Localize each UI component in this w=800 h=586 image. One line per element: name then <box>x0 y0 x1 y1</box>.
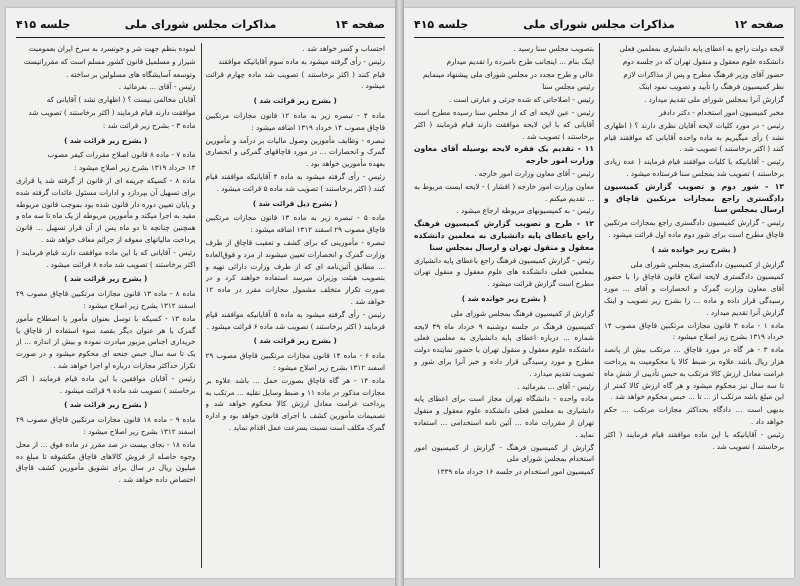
paragraph: حضور آقای وزیر فرهنگ مطرح و پس از مذاکرات لازم <box>623 69 784 79</box>
paragraph: ( بشرح زیر خوانده شد ) <box>461 293 547 303</box>
paragraph: ( بشرح زیر قرائت شد ) <box>253 336 337 346</box>
right-page-right-column <box>414 43 594 568</box>
left-page-number: صفحه ۱۴ <box>334 18 385 31</box>
right-page-number: صفحه ۱۲ <box>733 18 784 31</box>
header-rule <box>414 37 784 38</box>
paragraph: گزارش از کمیسیون دادگستری بمجلس شورای ملی <box>630 259 784 269</box>
paragraph: کمیسیون امور استخدام در جلسه ۱۶ خرداد ماه ۱۳۳۹ <box>436 467 594 477</box>
paragraph: ماده ۱ - ماده ۳ قانون مجازات مرتکبین قاچاق مصوب ۱۴ خرداد ۱۳۱۹ بشرح زیر اصلاح میشود : <box>604 320 784 342</box>
paragraph: معاون وزارت امور خارجه ( افشار ) - لایحه ایست مربوط به ... تقدیم میکنم . <box>414 181 594 203</box>
left-page-header <box>16 18 385 34</box>
paragraph: ماده ۹ - ماده ۱۸ قانون مجازات مرتکبین قاچاق مصوب ۲۹ اسفند ۱۳۱۲ بشرح زیر اصلاح میشود : <box>16 415 196 436</box>
paragraph: رئیس - آقای ... بفرمائید . <box>118 82 196 92</box>
paragraph: رئیس - آقایانیکه با کلیات موافقند قیام فرمایند ( عده زیادی برخاستند ) تصویب شد بمجلس سنا فرستاده میشود . <box>604 157 784 178</box>
paragraph: ماده ۱۴ - هر گاه قاچاق بصورت حمل ... باشد علاوه بر مجازات مذکور در ماده ۱۱ و ضبط وسایل نقلیه ... مرتکب به پرداخت غرامت معادل ارزش کالا محکوم خواهد شد و تصمیمات مأمورین کشف با اجرای قانون خواهد بود و اداره گمرک مکلف است نسبت بسرعت عمل اقدام نماید . <box>205 375 385 432</box>
paragraph: رئیس - رأی گرفته میشود به ماده ۵ آقایانیکه موافقند قیام فرمایند ( اکثر برخاستند ) تصویب شد ماده ۶ قرائت میشود . <box>205 309 385 331</box>
paragraph: موافقت دارند قیام فرمایند ( اکثر برخاستند ) تصویب شد <box>28 107 196 117</box>
paragraph: رئیس - رأی گرفته میشود به ماده ۴ آقایانیکه موافقند قیام کنند ( اکثر برخاستند ) تصویب شد ماده ۵ قرائت میشود . <box>205 171 385 193</box>
paragraph: ( بشرح زیر قرائت شد ) <box>64 274 148 284</box>
paragraph: ماده واحده - دانشگاه تهران مجاز است برای اعطای پایه دانشیاری به معلمین فعلی دانشکده علوم معقول و منقول تهران از مقررات ماده ... آئین نامه استخدامی ... استفاده نماید . <box>414 394 594 439</box>
right-page-title: مذاکرات مجلس شورای ملی <box>523 18 675 31</box>
paragraph: ( بشرح ذیل قرائت شد ) <box>252 198 338 208</box>
paragraph: نظر کمیسیون فرهنگ را تأیید و تصویب نمود اینک <box>639 82 784 92</box>
right-page-header <box>414 18 784 34</box>
paragraph: تبصره - مأمورینی که برای کشف و تعقیب قاچاق از طرف وزارت گمرک و انحصارات تعیین میشوند از مزد و فوق‌العاده ... مطابق آئین‌نامه ای که از طرف وزارت دارائی تهیه و بتصویب هیئت وزیران میرسد استفاده خواهند کرد و در صورت تکرار متخلف مشمول مجازات مقرر در ماده ۱۲ خواهد شد . <box>205 237 385 306</box>
paragraph: ماده ۳ - هر گاه در مورد قاچاق ... مرتکب بیش از پانصد هزار ریال باشد علاوه بر ضبط کالا یا محکومیت به پرداخت غرامت معادل ارزش کالا مرتکب به حبس تأدیبی از شش ماه تا سه سال نیز محکوم میشود و هر گاه ارزش کالا کمتر از این مبلغ باشد مرتکب از ... تا ... حبس محکوم خواهد شد . <box>604 345 784 402</box>
left-page-title: مذاکرات مجلس شورای ملی <box>124 18 277 31</box>
paragraph: بتصویب مجلس سنا رسید . <box>513 44 594 53</box>
paragraph: رئیس - آقایانی که با این ماده موافقت دارند قیام فرمایند ( اکثر برخاستند ) تصویب شد ماده ۸ قرائت میشود . <box>16 247 196 269</box>
paragraph: احتساب و کسر خواهد شد . <box>302 44 385 53</box>
paragraph: ۱۳ - شور دوم و تصویب گزارش کمیسیون دادگستری راجع بمجازات مرتکبین قاچاق و ارسال بمجلس سنا <box>604 181 784 215</box>
left-page-session: جلسه ۴۱۵ <box>16 18 71 31</box>
paragraph: ( بشرح زیر قرائت شد ) <box>64 135 148 145</box>
paragraph: رئیس مجلس سنا <box>542 82 594 92</box>
right-page-columns <box>414 43 784 568</box>
paragraph: رئیس - در مورد کلیات لایحه آقایان نظری دارند ؟ ( اظهاری نشد ) رأی میگیریم به ماده واحده آقایانی که موافقند قیام کنند ( اکثر برخاستند ) تصویب شد . <box>604 120 784 154</box>
book-gutter <box>395 0 404 586</box>
paragraph: گزارش از کمیسیون فرهنگ بمجلس شورای ملی <box>450 308 594 318</box>
paragraph: رئیس - گزارش کمیسیون دادگستری راجع بمجازات مرتکبین قاچاق مطرح است برای شور دوم ماده اول قرائت میشود . <box>604 218 784 239</box>
paragraph: ماده ۱۳ - کسیکه با توسل بعنوان مأمور یا اصطلاح مأمور گمرک یا هر عنوان دیگر بقصد سوء استفاده از قاچاق یا خریداری اجناس مزبور مبادرت نموده و بیش از اندازه ... از یک تا سه سال حبس جنحه ای محکوم میشود و در صورت تکرار حداکثر مجازات درباره او اجرا خواهد شد . <box>16 313 196 370</box>
paragraph: لموده بنظم جهت شر و خونسرد به سرخ ایران بعمومیت <box>28 44 196 53</box>
paragraph: رئیس - رأی گرفته میشود به ماده سوم آقایانیکه موافقند <box>218 56 385 66</box>
left-page-columns <box>16 43 385 568</box>
paragraph: کمیسیون فرهنگ در جلسه دوشنبه ۹ خرداد ماه ۳۹ لایحه شماره ... درباره اعطای پایه دانشیاری به معلمین فعلی دانشکده علوم معقول و منقول تهران با حضور نماینده دولت مطرح و مورد رسیدگی قرار داده و خبر آنرا برای شور و تصویب تقدیم میدارد . <box>414 321 594 378</box>
paragraph: ماده ۵ - تبصره زیر به ماده ۱۳ قانون مجازات مرتکبین قاچاق مصوب ۲۹ اسفند ۱۳۱۲ اضافه میشود : <box>205 213 385 235</box>
paragraph: رئیس - آقایانیکه با این ماده موافقند قیام فرمایند ( اکثر برخاستند ) تصویب شد . <box>604 429 784 451</box>
paragraph: ماده ۳ - بشرح زیر قرائت شد : <box>102 120 196 130</box>
paragraph: ماده ۸ - ماده ۱۳ قانون مجازات مرتکبین قاچاق مصوب ۲۹ اسفند ۱۳۱۲ بشرح زیر اصلاح میشود : <box>16 289 196 310</box>
paragraph: ماده ۷ - ماده ۸ قانون اصلاح مقررات کیفر مصوب <box>47 150 196 160</box>
paragraph: رئیس - آقایان موافقین با این ماده قیام فرمایند ( اکثر برخاستند ) تصویب شد ماده ۹ قرائت میشود . <box>16 373 196 395</box>
paragraph: ( بشرح زیر قرائت شد ) <box>253 96 337 106</box>
paragraph: رئیس - به کمیسیونهای مربوطه ارجاع میشود . <box>456 206 594 216</box>
paragraph: آقایان مخالفی نیست ؟ ( اظهاری نشد ) آقایانی که <box>46 95 196 105</box>
paragraph: ماده ۱۸ - بجای بیست در صد مقرر در ماده فوق ... از محل وجوه حاصله از فروش کالاهای قاچاق مکشوفه تا مبلغ ده میلیون ریال در سال برای تشویق مأمورین کشف قاچاق اختصاص داده خواهد شد . <box>16 439 196 485</box>
paragraph: ۱۴ خرداد ۱۳۱۹ بشرح زیر اصلاح میشود : <box>74 163 196 173</box>
header-rule <box>16 37 385 38</box>
right-page-session: جلسه ۴۱۵ <box>414 18 469 31</box>
paragraph: ( بشرح زیر قرائت شد ) <box>64 400 148 410</box>
paragraph: شیراز و مسلمیل قانون کشور مسلم است که مقرراتیست <box>23 56 196 66</box>
paragraph: رئیس - اصلاحاتی که شده جزئی و عبارتی است . <box>448 95 594 105</box>
paragraph: دانشکده علوم معقول و منقول تهران که در جلسه دوم <box>622 56 784 66</box>
paragraph: گزارش آنرا بمجلس شورای ملی تقدیم میدارد . <box>644 95 784 105</box>
paragraph: رئیس - آقای ... بفرمائید . <box>517 381 594 391</box>
paragraph: ۱۲ - طرح و تصویب گزارش کمیسیون فرهنگ راجع باعطای پایه دانشیاری به معلمین دانشکده معقول و منقول تهران و ارسال بمجلس سنا <box>414 219 594 252</box>
paragraph: وتوسعه آسایشگاه های مسلولین بر ساخته . <box>65 69 196 79</box>
paragraph: قیام کنند ( اکثر برخاستند ) تصویب شد ماده چهارم قرائت میشود . <box>205 69 385 91</box>
paragraph: رئیس - گزارش کمیسیون فرهنگ راجع باعطای پایه دانشیاری بمعلمین فعلی دانشکده های علوم معقول و منقول تهران مطرح است گزارش قرائت میشود . <box>414 255 594 289</box>
paragraph: عالی و طرح مجدد در مجلس شورای ملی پیشنهاد مینمایم <box>422 69 594 79</box>
paragraph: رئیس - آقای معاون وزارت امور خارجه . <box>474 168 594 178</box>
paragraph: ماده ۸ - کسیکه جریمه ای از قانون از گرفته شد یا قراری برای تسهیل آن بپردازد و ادارات مسئول عائدات گرفته شده و پایان تعیین دوره دار قانون شده بود بموجب قانون مربوطه مقید به اجرا میکند و مأمورین مربوطه از یک ماه تا سه ماه و همچنین چنانچه تا دو ماه پس از آن قرار تسهیل ... قانون پرداخت مالیاتهای معوقه از جرائم معاف خواهد شد . <box>16 175 196 244</box>
left-page-left-column <box>206 43 386 568</box>
paragraph: لایحه دولت راجع به اعطای پایه دانشیاری بمعلمین فعلی <box>619 44 784 53</box>
paragraph: ماده ۶ - ماده ۱۴ قانون مجازات مرتکبین قاچاق مصوب ۲۹ اسفند ۱۳۱۲ بشرح زیر اصلاح میشود : <box>205 351 385 372</box>
right-page <box>404 8 794 578</box>
paragraph: اینک بنام ... اینجانب طرح نامبرده را تقدیم میدارم <box>446 56 594 66</box>
paragraph: تبصره - وظایف مأمورین وصول مالیات بر درآمد و مأمورین گمرک و انحصارات ... در مورد قاچاقهای گمرکی و انحصاری بعهده مأمورین خواهد بود . <box>205 135 385 169</box>
paragraph: ۱۱ - تقدیم یک فقره لایحه بوسیله آقای معاون وزارت امور خارجه <box>414 144 594 166</box>
right-page-left-column <box>604 43 784 568</box>
paragraph: رئیس - عین لایحه ای که از مجلس سنا رسیده مطرح است آقایانی که با این لایحه موافقت دارند قیام فرمایند ( اکثر برخاستند ) تصویب شد . <box>414 107 594 141</box>
left-page <box>6 8 395 578</box>
paragraph: گزارش از کمیسیون فرهنگ - گزارش از کمیسیون امور استخدام بمجلس شورای ملی <box>414 442 594 464</box>
paragraph: مخبر کمیسیون امور استخدام - دکتر دادفر <box>659 107 784 117</box>
paragraph: ( بشرح زیر خوانده شد ) <box>651 244 737 254</box>
paragraph: بدیهی است ... دادگاه بحداکثر مجازات مرتکب ... حکم خواهد داد . <box>604 405 784 426</box>
paragraph: کمیسیون دادگستری لایحه اصلاح قانون قاچاق را با حضور آقای معاون وزارت گمرک و انحصارات و آقای ... مورد رسیدگی قرار داده و ماده ... را بشرح زیر تصویب و اینک گزارش آنرا تقدیم میدارد . <box>604 272 784 317</box>
paragraph: ماده ۴ - تبصره زیر به ماده ۱۲ قانون مجازات مرتکبین قاچاق مصوب ۱۴ خرداد ۱۳۱۹ اضافه میشود : <box>205 110 385 132</box>
left-page-right-column <box>16 43 196 568</box>
